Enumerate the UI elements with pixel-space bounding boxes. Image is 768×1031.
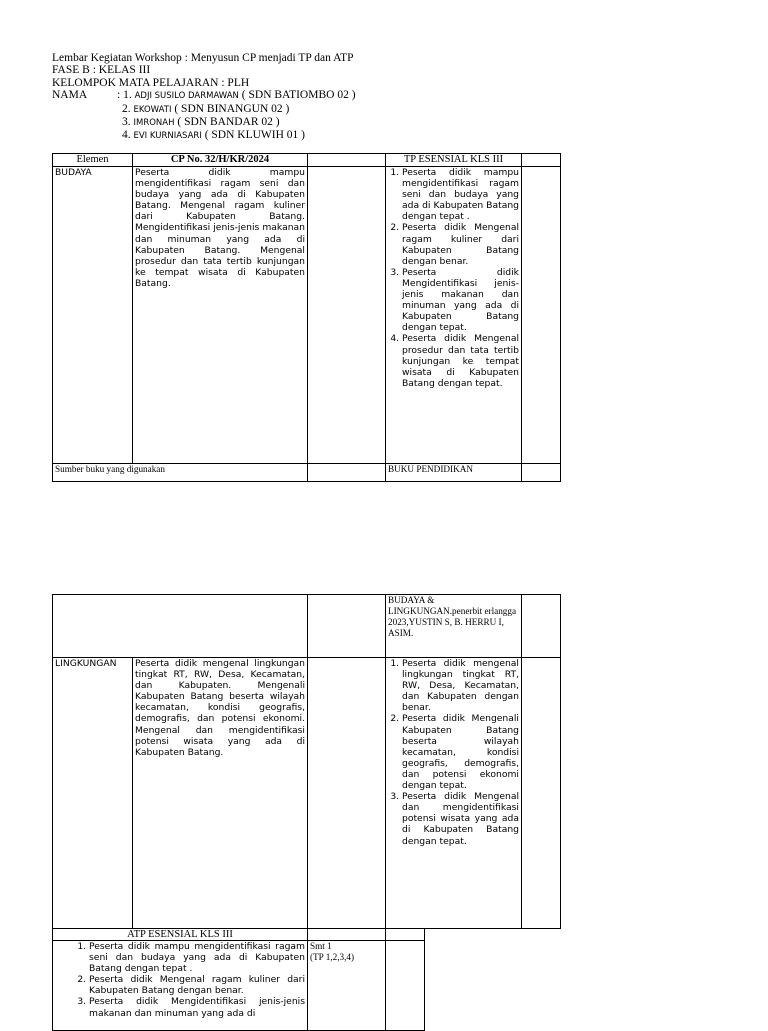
header-empty <box>386 929 425 941</box>
list-item: 1. Peserta didik mampu mengidentifikasi ragam seni dan budaya yang ada di Kabupaten Batang dengan tepat . <box>402 167 519 222</box>
header-empty-2 <box>522 154 561 167</box>
member-name: ADJI SUSILO DARMAWAN <box>134 91 239 102</box>
list-item: 3. Peserta didik Mengenal dan mengidentifikasi potensi wisata yang ada di Kabupaten Batang dengan tepat. <box>402 791 519 846</box>
table-row <box>53 658 561 929</box>
empty-cell <box>308 464 386 482</box>
empty-cell <box>522 167 561 464</box>
header-cp <box>133 154 308 167</box>
member-prefix: 3. <box>122 116 134 129</box>
empty-cell <box>522 658 561 929</box>
empty-cell <box>308 595 386 658</box>
header-empty <box>308 929 386 941</box>
empty-cell <box>522 595 561 658</box>
list-item: 1. Peserta didik mampu mengidentifikasi ragam seni dan budaya yang ada di Kabupaten Batang dengan tepat . <box>89 941 305 974</box>
document-header <box>52 52 356 143</box>
member-name: IMRONAH <box>133 118 175 129</box>
cp-lingkungan: Peserta didik mengenal lingkungan tingkat RT, RW, Desa, Kecamatan, dan Kabupaten. Mengenali Kabupaten Batang beserta wilayah kecamatan, kondisi geografis, demografis, dan potensi ekonomi. Mengenal dan mengidentifikasi potensi wisata yang ada di Kabupaten Batang. <box>133 658 308 929</box>
table-header-row <box>53 929 425 941</box>
table-row <box>53 941 425 1031</box>
member-prefix: 2. <box>122 102 134 115</box>
member-name: EKOWATI <box>133 104 172 115</box>
nama-block <box>52 89 356 102</box>
member-1 <box>117 89 356 102</box>
fase-line: FASE B : KELAS III <box>52 64 151 77</box>
semester-label: Smt 1 <box>310 941 332 951</box>
member-name: EVI KURNIASARI <box>133 131 202 142</box>
member-school: ( SDN BATIOMBO 02 ) <box>238 89 356 102</box>
semester-cell <box>308 941 386 1031</box>
empty-cell <box>53 595 308 658</box>
list-item: 4. Peserta didik Mengenal prosedur dan tata tertib kunjungan ke tempat wisata di Kabupaten Batang dengan tepat. <box>402 333 519 388</box>
sumber-label: Sumber buku yang digunakan <box>53 464 308 482</box>
tp-list <box>386 658 519 847</box>
cp-tp-table-2 <box>52 594 561 929</box>
empty-cell <box>386 941 425 1031</box>
empty-cell <box>308 658 386 929</box>
buku-lanjutan: BUDAYA & LINGKUNGAN.penerbit erlangga 2023,YUSTIN S, B. HERRU I, ASIM. <box>386 595 522 658</box>
sumber-value: BUKU PENDIDIKAN <box>386 464 522 482</box>
empty-cell <box>522 464 561 482</box>
kelompok-line: KELOMPOK MATA PELAJARAN : PLH <box>52 76 250 89</box>
member-prefix: 4. <box>122 129 134 142</box>
member-school: ( SDN BANDAR 02 ) <box>174 116 280 129</box>
list-item: 2. Peserta didik Mengenal ragam kuliner dari Kabupaten Batang dengan benar. <box>89 974 305 996</box>
atp-cell <box>53 941 308 1031</box>
member-3 <box>52 116 356 129</box>
table-row <box>53 464 561 482</box>
nama-label: NAMA <box>52 89 88 102</box>
elemen-budaya: BUDAYA <box>53 167 133 464</box>
list-item: 2. Peserta didik Mengenal ragam kuliner dari Kabupaten Batang dengan benar. <box>402 222 519 266</box>
table-row <box>53 167 561 464</box>
member-prefix: : 1. <box>117 89 135 102</box>
member-school: ( SDN KLUWIH 01 ) <box>201 129 305 142</box>
table-row <box>53 595 561 658</box>
list-item: 1. Peserta didik mengenal lingkungan tingkat RT, RW, Desa, Kecamatan, dan Kabupaten dengan benar. <box>402 658 519 713</box>
tp-list <box>386 167 519 389</box>
table-header-row <box>53 154 561 167</box>
empty-cell <box>308 167 386 464</box>
atp-table <box>52 928 425 1031</box>
list-item: 3. Peserta didik Mengidentifikasi jenis-jenis makanan dan minuman yang ada di <box>89 996 305 1018</box>
semester-tp: (TP 1,2,3,4) <box>310 952 355 963</box>
cp-tp-table-1 <box>52 153 561 482</box>
tp-budaya <box>386 167 522 464</box>
member-4 <box>52 129 356 142</box>
atp-list <box>53 941 305 1019</box>
header-elemen: Elemen <box>53 154 133 167</box>
header-atp: ATP ESENSIAL KLS III <box>53 929 308 941</box>
tp-lingkungan <box>386 658 522 929</box>
elemen-lingkungan: LINGKUNGAN <box>53 658 133 929</box>
header-empty-1 <box>308 154 386 167</box>
workshop-title: Lembar Kegiatan Workshop : Menyusun CP menjadi TP dan ATP <box>52 52 354 64</box>
header-tp: TP ESENSIAL KLS III <box>386 154 522 167</box>
member-2 <box>52 103 356 116</box>
member-school: ( SDN BINANGUN 02 ) <box>171 102 290 115</box>
list-item: 2. Peserta didik Mengenali Kabupaten Batang beserta wilayah kecamatan, kondisi geografis, demografis, dan potensi ekonomi dengan tepat. <box>402 713 519 791</box>
list-item: 3. Peserta didik Mengidentifikasi jenis-jenis makanan dan minuman yang ada di Kabupaten Batang dengan tepat. <box>402 267 519 334</box>
cp-budaya: Peserta didik mampu mengidentifikasi ragam seni dan budaya yang ada di Kabupaten Batang. Mengenal ragam kuliner dari Kabupaten Batang. Mengidentifikasi jenis-jenis makanan dan minuman yang ada di Kabupaten Batang. Mengenal prosedur dan tata tertib kunjungan ke tempat wisata di Kabupaten Batang. <box>133 167 308 464</box>
header-cp-text: CP No. 32/H/KR/2024 <box>170 154 270 165</box>
